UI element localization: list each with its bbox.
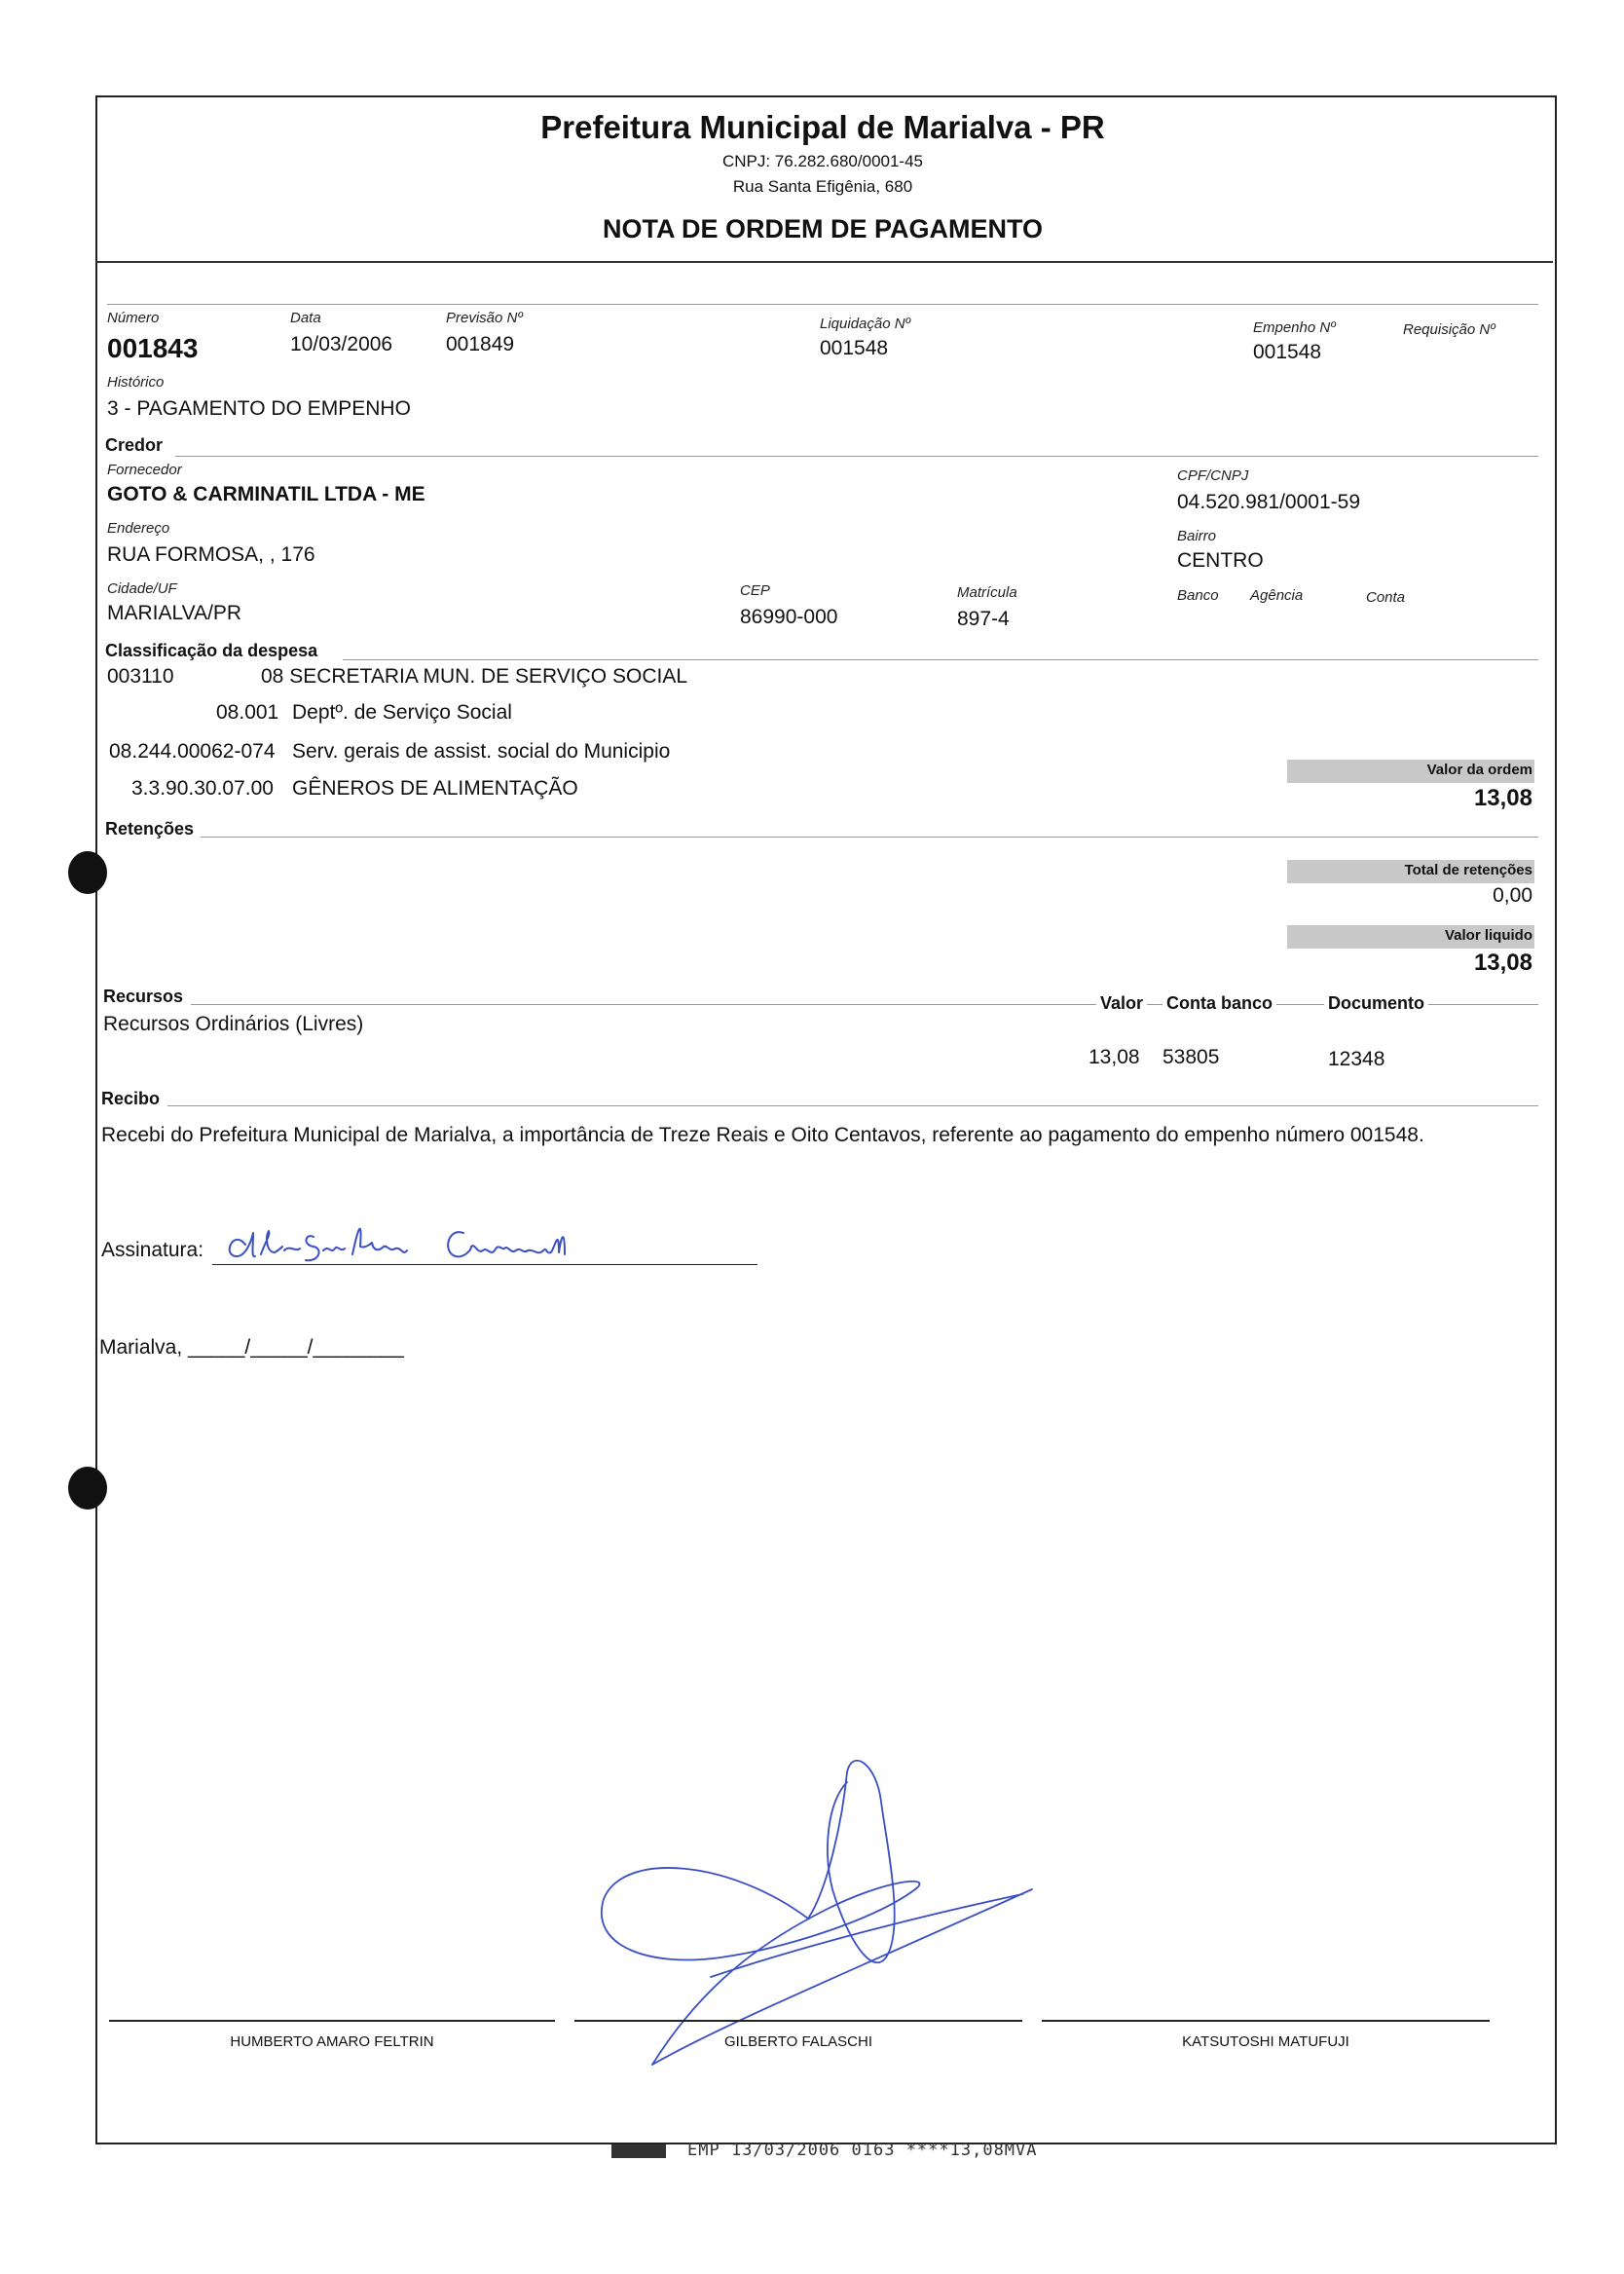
matricula-label: Matrícula [957,584,1017,601]
address-line: Rua Santa Efigênia, 680 [732,177,913,196]
cpf-label: CPF/CNPJ [1177,467,1249,484]
credor-rule [175,456,1538,457]
liquidacao-value: 001548 [820,337,889,359]
data-label: Data [290,310,321,326]
matricula-value: 897-4 [957,608,1010,630]
document-title: NOTA DE ORDEM DE PAGAMENTO [602,214,1043,243]
signature-line-3 [1042,2020,1490,2022]
recursos-section: Recursos [103,987,184,1006]
recibo-section: Recibo [101,1089,161,1108]
recursos-documento: 12348 [1328,1048,1385,1070]
valor-ordem-label: Valor da ordem [1426,762,1532,778]
cidade-value: MARIALVA/PR [107,602,242,624]
classificacao-line4-code: 3.3.90.30.07.00 [131,777,274,800]
classificacao-section: Classificação da despesa [105,641,318,660]
cep-label: CEP [740,582,770,599]
empenho-value: 001548 [1253,341,1322,363]
liquidacao-label: Liquidação Nº [820,316,911,332]
total-retencoes-value: 0,00 [1493,884,1532,907]
endereco-value: RUA FORMOSA, , 176 [107,543,315,566]
empenho-label: Empenho Nº [1253,319,1336,336]
retencoes-section: Retenções [105,819,195,839]
classificacao-line3-code: 08.244.00062-074 [109,740,276,763]
historico-label: Histórico [107,374,165,391]
valor-ordem-value: 13,08 [1473,785,1532,811]
recursos-item: Recursos Ordinários (Livres) [103,1013,364,1035]
data-value: 10/03/2006 [290,333,393,355]
top-rule [107,304,1538,305]
recibo-rule [167,1105,1538,1106]
cnpj-line: CNPJ: 76.282.680/0001-45 [721,152,924,170]
historico-value: 3 - PAGAMENTO DO EMPENHO [107,397,411,420]
valor-liquido-label: Valor liquido [1444,927,1532,944]
fornecedor-label: Fornecedor [107,462,182,478]
recursos-conta-label: Conta banco [1163,993,1276,1014]
fornecedor-value: GOTO & CARMINATIL LTDA - ME [107,483,425,505]
numero-value: 001843 [107,333,199,363]
assinatura-label: Assinatura: [101,1239,204,1261]
cidade-label: Cidade/UF [107,580,177,597]
recibo-text: Recebi do Prefeitura Municipal de Marialva, a importância de Treze Reais e Oito Centavos, referente ao pagamento do empenho número 001548. [101,1124,1424,1146]
header-divider [95,261,1553,263]
classificacao-line4: GÊNEROS DE ALIMENTAÇÃO [292,777,578,800]
classificacao-line1: 08 SECRETARIA MUN. DE SERVIÇO SOCIAL [261,665,688,688]
signature-line-1 [109,2020,555,2022]
cpf-value: 04.520.981/0001-59 [1177,491,1361,513]
classificacao-line3: Serv. gerais de assist. social do Municipio [292,740,671,763]
agencia-label: Agência [1250,587,1304,604]
signatory-3: KATSUTOSHI MATUFUJI [1182,2033,1349,2050]
conta-label: Conta [1366,589,1406,606]
requisicao-label: Requisição Nº [1403,321,1495,338]
bank-stamp: EMP 13/03/2006 0163 ****13,08MVA [687,2141,1038,2160]
total-retencoes-label: Total de retenções [1404,862,1532,878]
recursos-valor: 13,08 [1089,1046,1140,1068]
punch-hole-bottom [68,1467,107,1510]
stamp-mark [611,2144,666,2158]
signature-line-2 [574,2020,1022,2022]
page-title: Prefeitura Municipal de Marialva - PR [540,109,1105,145]
classificacao-code: 003110 [107,665,174,688]
credor-section: Credor [105,435,164,455]
bairro-value: CENTRO [1177,549,1264,572]
retencoes-rule [201,837,1538,838]
banco-label: Banco [1177,587,1219,604]
classificacao-line2: Deptº. de Serviço Social [292,701,512,724]
authorizing-signature [584,1743,1052,2074]
previsao-label: Previsão Nº [446,310,523,326]
handwritten-signature [216,1208,674,1276]
cep-value: 86990-000 [740,606,838,628]
recursos-conta: 53805 [1163,1046,1220,1068]
valor-liquido-value: 13,08 [1473,950,1532,976]
classificacao-line2-code: 08.001 [216,701,279,724]
recursos-valor-label: Valor [1096,993,1147,1014]
punch-hole-top [68,851,107,894]
recursos-documento-label: Documento [1324,993,1428,1014]
signatory-1: HUMBERTO AMARO FELTRIN [230,2033,434,2050]
bairro-label: Bairro [1177,528,1217,544]
endereco-label: Endereço [107,520,170,537]
numero-label: Número [107,310,160,326]
previsao-value: 001849 [446,333,515,355]
signatory-2: GILBERTO FALASCHI [724,2033,872,2050]
classificacao-rule [343,659,1538,660]
local-data-line: Marialva, _____/_____/________ [99,1336,404,1359]
